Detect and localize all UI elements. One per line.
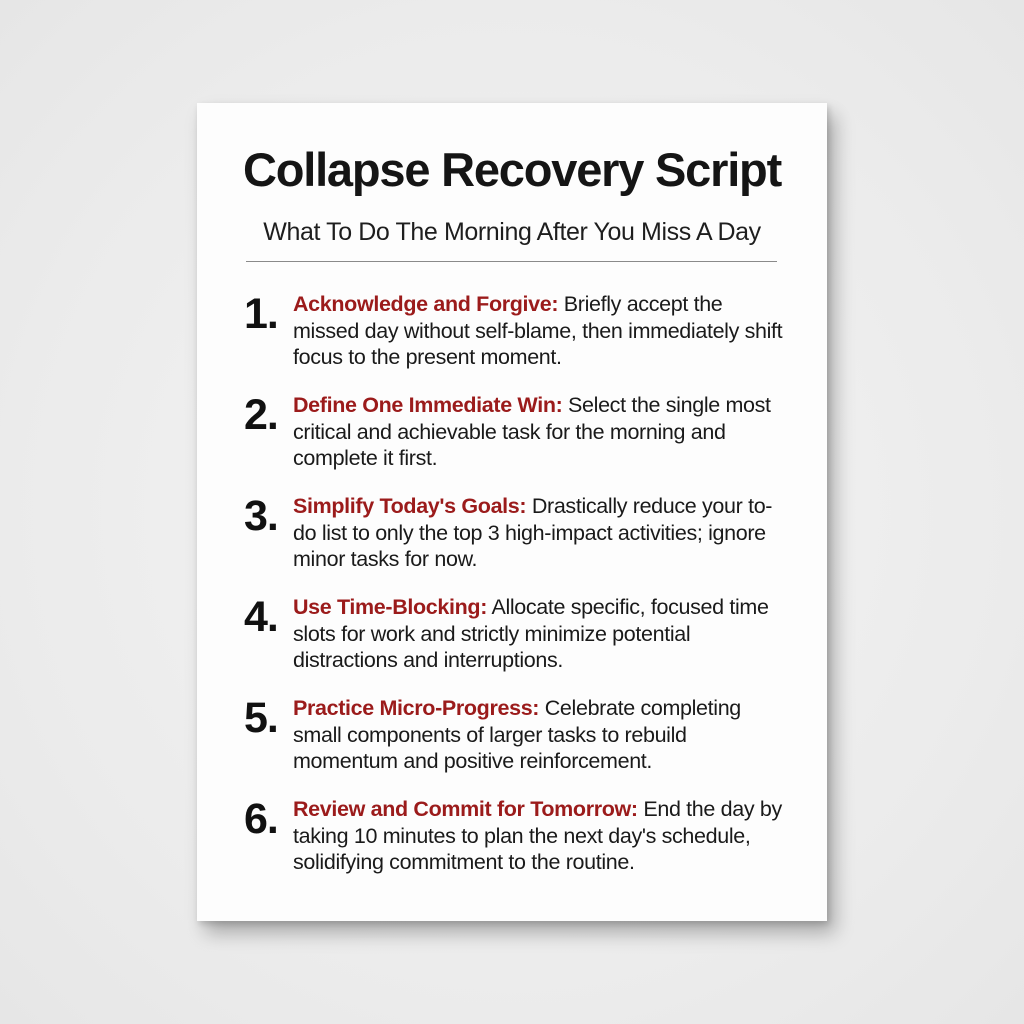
step-heading: Use Time-Blocking:	[293, 595, 488, 619]
step-number: 2.	[244, 391, 278, 439]
title-divider	[246, 261, 777, 262]
step-body: Drastically reduce your to-do list to only the top 3 high-impact activities; ignore minor tasks for now.	[293, 494, 773, 571]
document-title: Collapse Recovery Script	[242, 143, 782, 196]
step-number: 1.	[244, 290, 278, 338]
step-number: 4.	[244, 593, 278, 641]
step-number: 5.	[244, 694, 278, 742]
step-body: Select the single most critical and achievable task for the morning and complete it first.	[293, 393, 771, 470]
step-heading: Acknowledge and Forgive:	[293, 292, 559, 316]
step-number: 6.	[244, 795, 278, 843]
step-body: Celebrate completing small components of larger tasks to rebuild momentum and positive reinforcement.	[293, 696, 741, 773]
step-body: Allocate specific, focused time slots for work and strictly minimize potential distractions and interruptions.	[293, 595, 769, 672]
step-number: 3.	[244, 492, 278, 540]
step-heading: Review and Commit for Tomorrow:	[293, 797, 638, 821]
step-heading: Simplify Today's Goals:	[293, 494, 527, 518]
step-body: End the day by taking 10 minutes to plan the next day's schedule, solidifying commitment to the routine.	[293, 797, 782, 874]
step-heading: Practice Micro-Progress:	[293, 696, 540, 720]
document-subtitle: What To Do The Morning After You Miss A Day	[263, 218, 761, 246]
step-body: Briefly accept the missed day without self-blame, then immediately shift focus to the present moment.	[293, 292, 783, 369]
step-heading: Define One Immediate Win:	[293, 393, 563, 417]
